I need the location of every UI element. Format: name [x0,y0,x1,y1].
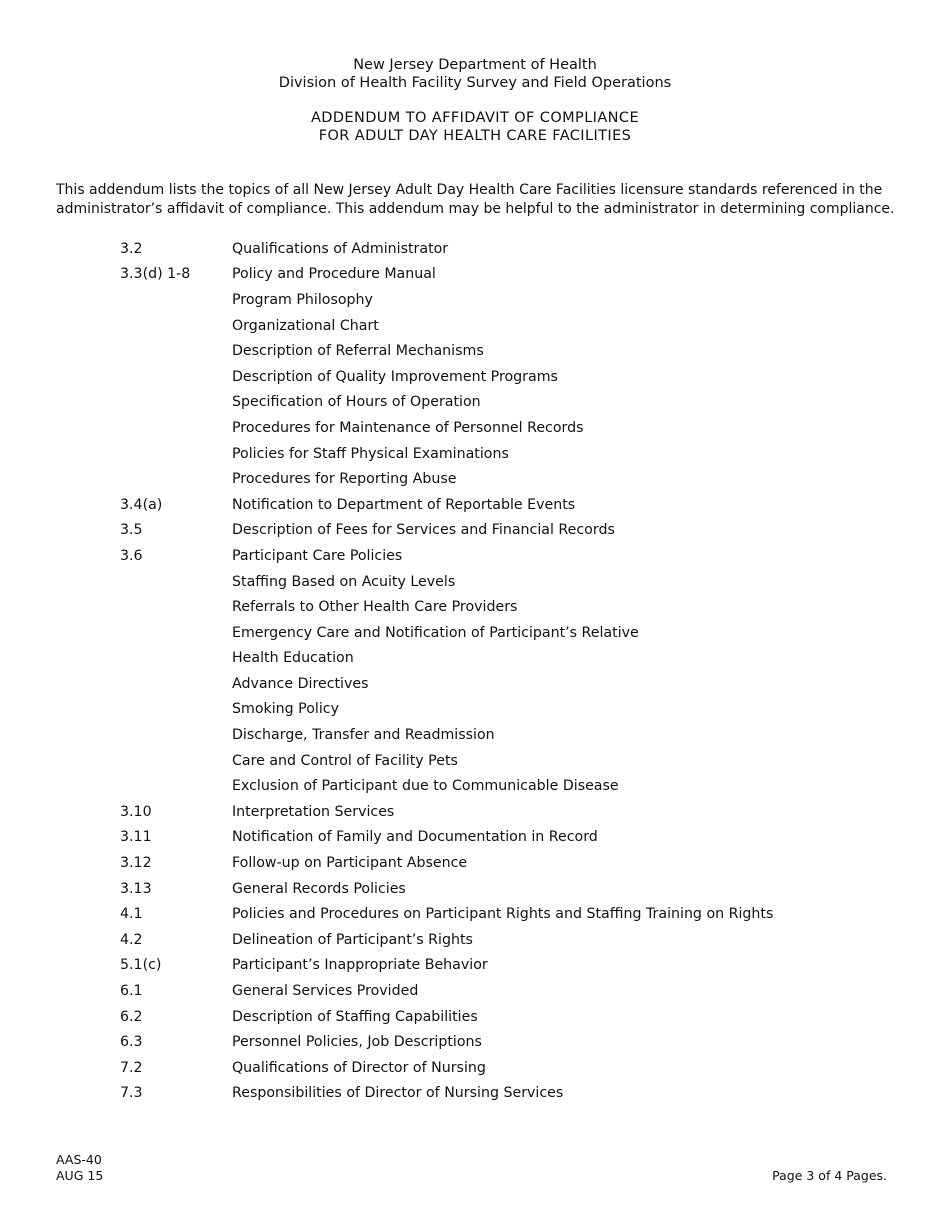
section-topic: Exclusion of Participant due to Communicable Disease [232,778,619,795]
list-item [120,236,880,262]
list-item [120,799,880,825]
section-topic: Participant Care Policies [232,547,403,564]
agency-header [0,56,950,92]
list-item [120,773,880,799]
section-topic: Advance Directives [232,675,369,692]
section-number: 3.2 [120,240,143,257]
section-topic: Participant’s Inappropriate Behavior [232,957,488,974]
list-item [120,620,880,646]
list-item [120,722,880,748]
list-item [120,415,880,441]
section-number: 4.2 [120,931,143,948]
section-topic: General Services Provided [232,983,419,1000]
section-topic: Description of Staffing Capabilities [232,1008,478,1025]
section-number: 3.4(a) [120,496,163,513]
section-topic: Description of Quality Improvement Programs [232,368,558,385]
standards-list [120,236,880,1106]
list-item [120,364,880,390]
section-topic: Emergency Care and Notification of Participant’s Relative [232,624,639,641]
list-item [120,876,880,902]
list-item [120,1004,880,1030]
section-topic: General Records Policies [232,880,406,897]
section-topic: Health Education [232,650,354,667]
intro-paragraph: This addendum lists the topics of all New Jersey Adult Day Health Care Facilities licensure standards referenced in the administrator’s affidavit of compliance. This addendum may be helpful to the administrator in determining compliance. [56,182,895,217]
section-number: 3.6 [120,547,143,564]
section-topic: Organizational Chart [232,317,379,334]
section-number: 6.3 [120,1034,143,1051]
list-item [120,978,880,1004]
list-item [120,441,880,467]
list-item [120,927,880,953]
list-item [120,287,880,313]
section-number: 3.5 [120,522,143,539]
section-number: 7.3 [120,1085,143,1102]
list-item [120,850,880,876]
section-number: 6.2 [120,1008,143,1025]
form-identifier [56,1152,103,1184]
section-topic: Description of Referral Mechanisms [232,343,484,360]
list-item [120,671,880,697]
list-item [120,492,880,518]
section-topic: Procedures for Reporting Abuse [232,471,457,488]
section-topic: Follow-up on Participant Absence [232,855,468,872]
section-topic: Policies for Staff Physical Examinations [232,445,509,462]
form-date: AUG 15 [56,1168,104,1183]
list-item [120,953,880,979]
list-item [120,748,880,774]
list-item [120,1055,880,1081]
section-topic: Staffing Based on Acuity Levels [232,573,456,590]
section-topic: Responsibilities of Director of Nursing Services [232,1085,564,1102]
section-number: 5.1(c) [120,957,162,974]
section-topic: Procedures for Maintenance of Personnel Records [232,419,584,436]
list-item [120,697,880,723]
section-number: 4.1 [120,906,143,923]
section-topic: Personnel Policies, Job Descriptions [232,1034,482,1051]
page-number: Page 3 of 4 Pages. [772,1168,887,1183]
section-number: 6.1 [120,983,143,1000]
section-topic: Description of Fees for Services and Financial Records [232,522,615,539]
list-item [120,543,880,569]
section-topic: Discharge, Transfer and Readmission [232,727,495,744]
section-topic: Delineation of Participant’s Rights [232,931,473,948]
list-item [120,338,880,364]
section-topic: Notification of Family and Documentation in Record [232,829,598,846]
list-item [120,901,880,927]
list-item [120,594,880,620]
section-topic: Qualifications of Director of Nursing [232,1059,486,1076]
section-topic: Policies and Procedures on Participant Rights and Staffing Training on Rights [232,906,774,923]
title-line-1: ADDENDUM TO AFFIDAVIT OF COMPLIANCE [310,110,640,126]
section-topic: Notification to Department of Reportable Events [232,496,576,513]
section-topic: Care and Control of Facility Pets [232,752,458,769]
section-topic: Program Philosophy [232,291,373,308]
section-number: 3.10 [120,803,152,820]
list-item [120,1029,880,1055]
list-item [120,1081,880,1107]
section-topic: Specification of Hours of Operation [232,394,481,411]
list-item [120,646,880,672]
document-title [0,109,950,145]
section-number: 3.13 [120,880,152,897]
list-item [120,390,880,416]
section-topic: Referrals to Other Health Care Providers [232,599,518,616]
list-item [120,518,880,544]
list-item [120,466,880,492]
title-line-2: FOR ADULT DAY HEALTH CARE FACILITIES [318,128,632,144]
section-topic: Policy and Procedure Manual [232,266,436,283]
section-number: 3.12 [120,855,152,872]
division-name: Division of Health Facility Survey and Field Operations [278,75,672,91]
list-item [120,569,880,595]
list-item [120,262,880,288]
form-number: AAS-40 [56,1152,102,1167]
list-item [120,313,880,339]
section-number: 3.3(d) 1-8 [120,266,191,283]
department-name: New Jersey Department of Health [353,57,597,73]
section-topic: Interpretation Services [232,803,395,820]
section-number: 7.2 [120,1059,143,1076]
section-topic: Qualifications of Administrator [232,240,449,257]
list-item [120,825,880,851]
section-number: 3.11 [120,829,152,846]
section-topic: Smoking Policy [232,701,339,718]
